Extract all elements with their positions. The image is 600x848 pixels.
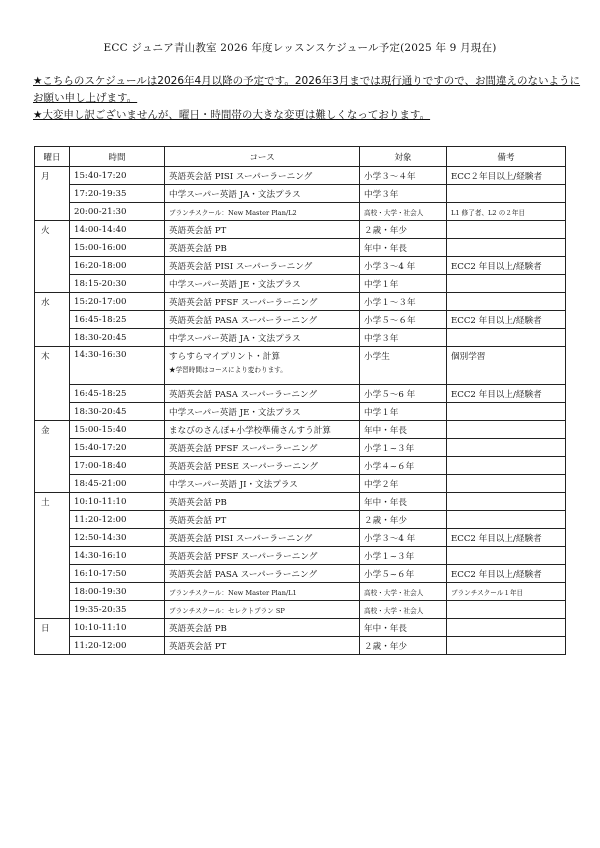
cell-course: 中学スーパー英語 JE・文法プラス bbox=[165, 403, 360, 421]
cell-note: ECC2 年目以上/経験者 bbox=[447, 257, 566, 275]
cell-target: 年中・年長 bbox=[360, 239, 447, 257]
cell-note: ECC2 年目以上/経験者 bbox=[447, 565, 566, 583]
course-subnote: ★学習時間はコースにより変わります。 bbox=[169, 366, 287, 374]
cell-target: 中学１年 bbox=[360, 403, 447, 421]
table-row bbox=[35, 203, 566, 221]
schedule-table bbox=[34, 146, 566, 655]
cell-note: L1 修了者、L2 の２年目 bbox=[447, 203, 566, 221]
header-time: 時間 bbox=[70, 147, 165, 167]
cell-note bbox=[447, 439, 566, 457]
cell-course: 英語英会話 PFSF スーパーラーニング bbox=[165, 439, 360, 457]
cell-course: ブランチスクール：New Master Plan/L2 bbox=[165, 203, 360, 221]
cell-target: 中学２年 bbox=[360, 475, 447, 493]
cell-note bbox=[447, 547, 566, 565]
cell-note bbox=[447, 601, 566, 619]
cell-time: 17:00-18:40 bbox=[70, 457, 165, 475]
cell-time: 15:00-15:40 bbox=[70, 421, 165, 439]
cell-course: 英語英会話 PT bbox=[165, 221, 360, 239]
cell-target: ２歳・年少 bbox=[360, 637, 447, 655]
table-row bbox=[35, 257, 566, 275]
cell-time: 10:10-11:10 bbox=[70, 493, 165, 511]
cell-note bbox=[447, 493, 566, 511]
cell-time: 18:45-21:00 bbox=[70, 475, 165, 493]
cell-time: 16:20-18:00 bbox=[70, 257, 165, 275]
cell-day: 水 bbox=[35, 293, 70, 347]
cell-target: 中学３年 bbox=[360, 329, 447, 347]
cell-note: 個別学習 bbox=[447, 347, 566, 385]
table-row bbox=[35, 637, 566, 655]
cell-day: 金 bbox=[35, 421, 70, 493]
table-row bbox=[35, 439, 566, 457]
cell-time: 17:20-19:35 bbox=[70, 185, 165, 203]
cell-note bbox=[447, 619, 566, 637]
cell-time: 18:00-19:30 bbox=[70, 583, 165, 601]
cell-course: 英語英会話 PFSF スーパーラーニング bbox=[165, 293, 360, 311]
cell-course: 英語英会話 PFSF スーパーラーニング bbox=[165, 547, 360, 565]
notice-block bbox=[33, 73, 581, 124]
cell-course: 中学スーパー英語 JA・文法プラス bbox=[165, 329, 360, 347]
cell-course: 英語英会話 PISI スーパーラーニング bbox=[165, 167, 360, 185]
table-row bbox=[35, 185, 566, 203]
cell-note: ECC2 年目以上/経験者 bbox=[447, 529, 566, 547]
header-day: 曜日 bbox=[35, 147, 70, 167]
cell-target: 高校・大学・社会人 bbox=[360, 583, 447, 601]
cell-note bbox=[447, 421, 566, 439]
table-row bbox=[35, 385, 566, 403]
cell-course: 中学スーパー英語 JI・文法プラス bbox=[165, 475, 360, 493]
cell-time: 16:10-17:50 bbox=[70, 565, 165, 583]
cell-target: 小学３～4 年 bbox=[360, 529, 447, 547]
cell-note bbox=[447, 475, 566, 493]
course-name: すらすらマイプリント・計算 bbox=[169, 352, 280, 362]
table-row bbox=[35, 457, 566, 475]
cell-note bbox=[447, 293, 566, 311]
cell-course: ブランチスクール：セレクトプラン SP bbox=[165, 601, 360, 619]
cell-time: 12:50-14:30 bbox=[70, 529, 165, 547]
table-row bbox=[35, 601, 566, 619]
cell-note: ECC2 年目以上/経験者 bbox=[447, 311, 566, 329]
cell-day: 土 bbox=[35, 493, 70, 619]
cell-course: 英語英会話 PB bbox=[165, 493, 360, 511]
table-row bbox=[35, 167, 566, 185]
cell-course: 英語英会話 PT bbox=[165, 511, 360, 529]
cell-course: まなびのさんぽ+小学校準備さんすう計算 bbox=[165, 421, 360, 439]
cell-target: 小学４~６年 bbox=[360, 457, 447, 475]
cell-note bbox=[447, 185, 566, 203]
cell-time: 14:00-14:40 bbox=[70, 221, 165, 239]
cell-target: 中学３年 bbox=[360, 185, 447, 203]
table-row bbox=[35, 583, 566, 601]
cell-target: 高校・大学・社会人 bbox=[360, 601, 447, 619]
cell-target: 小学生 bbox=[360, 347, 447, 385]
cell-time: 18:15-20:30 bbox=[70, 275, 165, 293]
cell-course: 英語英会話 PT bbox=[165, 637, 360, 655]
cell-course: 英語英会話 PB bbox=[165, 619, 360, 637]
table-row bbox=[35, 329, 566, 347]
cell-time: 15:00-16:00 bbox=[70, 239, 165, 257]
cell-course: 英語英会話 PB bbox=[165, 239, 360, 257]
cell-time: 19:35-20:35 bbox=[70, 601, 165, 619]
header-target: 対象 bbox=[360, 147, 447, 167]
cell-day: 日 bbox=[35, 619, 70, 655]
table-header-row bbox=[35, 147, 566, 167]
cell-note bbox=[447, 457, 566, 475]
cell-note bbox=[447, 329, 566, 347]
cell-course: 英語英会話 PISI スーパーラーニング bbox=[165, 529, 360, 547]
cell-course: 英語英会話 PASA スーパーラーニング bbox=[165, 311, 360, 329]
table-row bbox=[35, 511, 566, 529]
cell-target: 小学１~３年 bbox=[360, 547, 447, 565]
cell-target: 小学５～6 年 bbox=[360, 385, 447, 403]
table-row bbox=[35, 239, 566, 257]
cell-course: 中学スーパー英語 JA・文法プラス bbox=[165, 185, 360, 203]
cell-time: 15:40-17:20 bbox=[70, 167, 165, 185]
cell-time: 10:10-11:10 bbox=[70, 619, 165, 637]
cell-note bbox=[447, 403, 566, 421]
cell-target: 小学５~６年 bbox=[360, 565, 447, 583]
cell-time: 15:20-17:00 bbox=[70, 293, 165, 311]
page-title: ECC ジュニア青山教室 2026 年度レッスンスケジュール予定(2025 年 9 月現在) bbox=[103, 42, 497, 54]
table-row bbox=[35, 619, 566, 637]
cell-note bbox=[447, 637, 566, 655]
cell-target: 年中・年長 bbox=[360, 421, 447, 439]
cell-day: 火 bbox=[35, 221, 70, 293]
cell-time: 11:20-12:00 bbox=[70, 511, 165, 529]
cell-target: 小学１～３年 bbox=[360, 293, 447, 311]
cell-time: 15:40-17:20 bbox=[70, 439, 165, 457]
cell-note: ECC２年目以上/経験者 bbox=[447, 167, 566, 185]
notice-line-1: ★こちらのスケジュールは2026年4月以降の予定です。2026年3月までは現行通りですので、お間違えのないように bbox=[33, 75, 581, 87]
cell-note: ブランチスクール１年目 bbox=[447, 583, 566, 601]
cell-target: 年中・年長 bbox=[360, 619, 447, 637]
cell-time: 11:20-12:00 bbox=[70, 637, 165, 655]
table-row bbox=[35, 403, 566, 421]
cell-time: 20:00-21:30 bbox=[70, 203, 165, 221]
cell-course: 中学スーパー英語 JE・文法プラス bbox=[165, 275, 360, 293]
cell-note: ECC2 年目以上/経験者 bbox=[447, 385, 566, 403]
header-note: 備考 bbox=[447, 147, 566, 167]
cell-note bbox=[447, 221, 566, 239]
cell-time: 14:30-16:30 bbox=[70, 347, 165, 385]
table-row bbox=[35, 293, 566, 311]
cell-target: 小学５～６年 bbox=[360, 311, 447, 329]
cell-note bbox=[447, 275, 566, 293]
cell-note bbox=[447, 511, 566, 529]
cell-course: 英語英会話 PASA スーパーラーニング bbox=[165, 565, 360, 583]
cell-course bbox=[165, 347, 360, 385]
table-row bbox=[35, 547, 566, 565]
cell-time: 14:30-16:10 bbox=[70, 547, 165, 565]
cell-target: 小学３～4 年 bbox=[360, 257, 447, 275]
cell-target: ２歳・年少 bbox=[360, 221, 447, 239]
header-course: コース bbox=[165, 147, 360, 167]
table-row bbox=[35, 565, 566, 583]
table-row bbox=[35, 275, 566, 293]
cell-course: 英語英会話 PISI スーパーラーニング bbox=[165, 257, 360, 275]
table-row bbox=[35, 529, 566, 547]
cell-note bbox=[447, 239, 566, 257]
cell-target: ２歳・年少 bbox=[360, 511, 447, 529]
cell-course: ブランチスクール：New Master Plan/L1 bbox=[165, 583, 360, 601]
table-row bbox=[35, 311, 566, 329]
cell-time: 16:45-18:25 bbox=[70, 311, 165, 329]
cell-day: 木 bbox=[35, 347, 70, 421]
cell-time: 18:30-20:45 bbox=[70, 403, 165, 421]
table-row bbox=[35, 475, 566, 493]
cell-time: 16:45-18:25 bbox=[70, 385, 165, 403]
table-row bbox=[35, 221, 566, 239]
table-row bbox=[35, 493, 566, 511]
cell-course: 英語英会話 PESE スーパーラーニング bbox=[165, 457, 360, 475]
notice-line-2: お願い申し上げます。 bbox=[33, 92, 138, 104]
table-row bbox=[35, 347, 566, 385]
cell-course: 英語英会話 PASA スーパーラーニング bbox=[165, 385, 360, 403]
cell-target: 小学３～４年 bbox=[360, 167, 447, 185]
cell-time: 18:30-20:45 bbox=[70, 329, 165, 347]
cell-target: 年中・年長 bbox=[360, 493, 447, 511]
table-row bbox=[35, 421, 566, 439]
cell-day: 月 bbox=[35, 167, 70, 221]
notice-line-3: ★大変申し訳ございませんが、曜日・時間帯の大きな変更は難しくなっております。 bbox=[33, 109, 431, 121]
cell-target: 中学１年 bbox=[360, 275, 447, 293]
cell-target: 小学１~３年 bbox=[360, 439, 447, 457]
cell-target: 高校・大学・社会人 bbox=[360, 203, 447, 221]
